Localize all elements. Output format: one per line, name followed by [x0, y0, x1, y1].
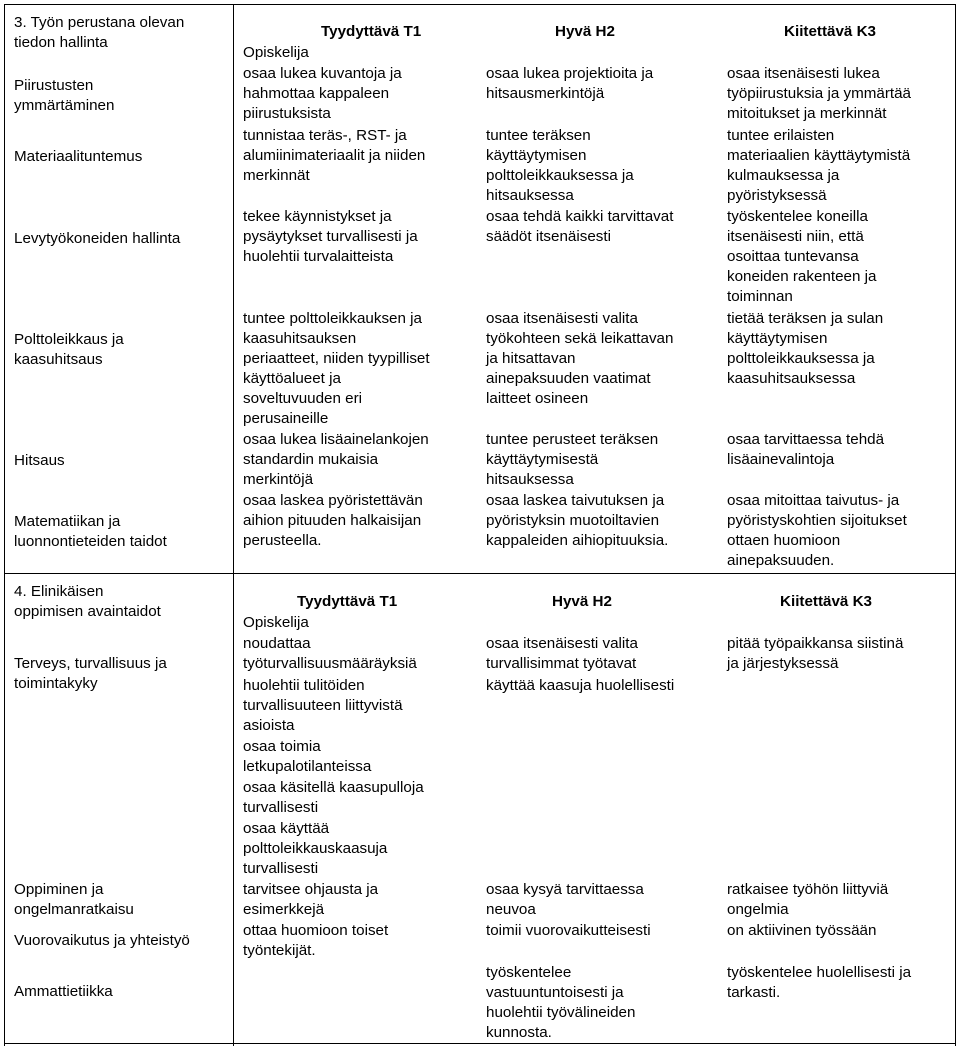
criterion-line: hitsauksessa	[486, 187, 574, 204]
criterion-line: kaasuhitsauksen	[243, 330, 357, 347]
criterion-line: ottaen huomioon	[727, 532, 841, 549]
criterion-line: osaa tehdä kaikki tarvittavat	[486, 208, 674, 225]
criterion-line: kulmauksessa ja	[727, 167, 840, 184]
criterion-line: osaa laskea pyöristettävän	[243, 492, 423, 509]
criterion-line: turvallisesti	[243, 860, 319, 877]
criterion-line: vastuuntuntoisesti ja	[486, 984, 624, 1001]
criterion-line: ja järjestyksessä	[727, 655, 839, 672]
criterion-line: hahmottaa kappaleen	[243, 85, 390, 102]
criterion-line: pyöristyskohtien sijoitukset	[727, 512, 907, 529]
table-border-left	[4, 4, 5, 1046]
criterion-line: pyöristyksessä	[727, 187, 827, 204]
criterion-line: aihion pituuden halkaisijan	[243, 512, 422, 529]
criterion-line: työturvallisuusmääräyksiä	[243, 655, 417, 672]
section-title-line: oppimisen avaintaidot	[14, 603, 161, 620]
skill-label: Matematiikan ja	[14, 513, 121, 530]
criterion-line: osaa itsenäisesti valita	[486, 310, 638, 327]
skill-label: Oppiminen ja	[14, 881, 104, 898]
criterion-line: työkohteen sekä leikattavan	[486, 330, 674, 347]
skill-label: Terveys, turvallisuus ja	[14, 655, 167, 672]
criterion-line: alumiinimateriaalit ja niiden	[243, 147, 426, 164]
criterion-line: huolehtii työvälineiden	[486, 1004, 636, 1021]
criterion-line: pitää työpaikkansa siistinä	[727, 635, 904, 652]
criterion-line: ja hitsattavan	[486, 350, 576, 367]
criterion-line: kappaleiden aihiopituuksia.	[486, 532, 669, 549]
criterion-line: polttoleikkauksessa ja	[727, 350, 875, 367]
criterion-line: käyttöalueet ja	[243, 370, 341, 387]
criterion-line: osaa laskea taivutuksen ja	[486, 492, 665, 509]
criterion-line: tietää teräksen ja sulan	[727, 310, 884, 327]
grade-header-k3: Kiitettävä K3	[784, 23, 877, 40]
section-title-line: 4. Elinikäisen	[14, 583, 104, 600]
criterion-line: materiaalien käyttäytymistä	[727, 147, 911, 164]
criterion-line: ottaa huomioon toiset	[243, 922, 389, 939]
criterion-line: turvallisimmat työtavat	[486, 655, 637, 672]
criterion-line: perusaineille	[243, 410, 329, 427]
subheader-opiskelija: Opiskelija	[243, 44, 309, 61]
criterion-line: mitoitukset ja merkinnät	[727, 105, 887, 122]
table-border-top	[4, 4, 956, 5]
criterion-line: tuntee perusteet teräksen	[486, 431, 659, 448]
criterion-line: turvallisuuteen liittyvistä	[243, 697, 403, 714]
skill-label: Levytyökoneiden hallinta	[14, 230, 181, 247]
criterion-line: työpiirustuksia ja ymmärtää	[727, 85, 912, 102]
criterion-line: tuntee teräksen	[486, 127, 591, 144]
skill-label: Ammattietiikka	[14, 983, 113, 1000]
criterion-line: osaa toimia	[243, 738, 321, 755]
criterion-line: osaa mitoittaa taivutus- ja	[727, 492, 900, 509]
criterion-line: työskentelee koneilla	[727, 208, 868, 225]
criterion-line: osaa käyttää	[243, 820, 330, 837]
grade-header-k3: Kiitettävä K3	[780, 593, 873, 610]
criterion-line: pysäytykset turvallisesti ja	[243, 228, 418, 245]
skill-label: Piirustusten	[14, 77, 94, 94]
criterion-line: tarvitsee ohjausta ja	[243, 881, 379, 898]
grade-header-t1: Tyydyttävä T1	[297, 593, 398, 610]
criterion-line: on aktiivinen työssään	[727, 922, 877, 939]
criterion-line: polttoleikkauskaasuja	[243, 840, 388, 857]
skill-label: ymmärtäminen	[14, 97, 115, 114]
criterion-line: osoittaa tuntevansa	[727, 248, 859, 265]
skill-label: kaasuhitsaus	[14, 351, 103, 368]
criterion-line: huolehtii turvalaitteista	[243, 248, 394, 265]
criterion-line: noudattaa	[243, 635, 311, 652]
skill-label: toimintakyky	[14, 675, 98, 692]
criterion-line: polttoleikkauksessa ja	[486, 167, 634, 184]
criterion-line: tunnistaa teräs-, RST- ja	[243, 127, 407, 144]
criterion-line: osaa itsenäisesti valita	[486, 635, 638, 652]
skill-label: ongelmanratkaisu	[14, 901, 134, 918]
criterion-line: ainepaksuuden vaatimat	[486, 370, 651, 387]
criterion-line: työskentelee	[486, 964, 572, 981]
criterion-line: lisäainevalintoja	[727, 451, 835, 468]
column-divider	[233, 4, 234, 1046]
section-title-line: 3. Työn perustana olevan	[14, 14, 185, 31]
criterion-line: käyttäytymisen	[727, 330, 828, 347]
criterion-line: huolehtii tulitöiden	[243, 677, 365, 694]
criterion-line: ratkaisee työhön liittyviä	[727, 881, 889, 898]
criterion-line: osaa itsenäisesti lukea	[727, 65, 880, 82]
criterion-line: osaa lukea lisäainelankojen	[243, 431, 429, 448]
criterion-line: tuntee erilaisten	[727, 127, 835, 144]
criterion-line: koneiden rakenteen ja	[727, 268, 877, 285]
section-divider	[4, 573, 956, 574]
criterion-line: osaa käsitellä kaasupulloja	[243, 779, 424, 796]
criterion-line: merkinnät	[243, 167, 310, 184]
table-border-bottom	[4, 1043, 956, 1044]
criterion-line: pyöristyksin muotoiltavien	[486, 512, 660, 529]
criterion-line: laitteet osineen	[486, 390, 589, 407]
skill-label: Materiaalituntemus	[14, 148, 143, 165]
grade-header-t1: Tyydyttävä T1	[321, 23, 422, 40]
criterion-line: toimii vuorovaikutteisesti	[486, 922, 651, 939]
criterion-line: hitsausmerkintöjä	[486, 85, 605, 102]
grade-header-h2: Hyvä H2	[555, 23, 615, 40]
section-title-line: tiedon hallinta	[14, 34, 108, 51]
skill-label: Hitsaus	[14, 452, 65, 469]
skill-label: luonnontieteiden taidot	[14, 533, 167, 550]
criterion-line: turvallisesti	[243, 799, 319, 816]
criterion-line: letkupalotilanteissa	[243, 758, 372, 775]
grade-header-h2: Hyvä H2	[552, 593, 612, 610]
criterion-line: tekee käynnistykset ja	[243, 208, 392, 225]
criterion-line: osaa kysyä tarvittaessa	[486, 881, 644, 898]
criterion-line: periaatteet, niiden tyypilliset	[243, 350, 430, 367]
criterion-line: osaa lukea kuvantoja ja	[243, 65, 402, 82]
criterion-line: piirustuksista	[243, 105, 331, 122]
criterion-line: käyttäytymisen	[486, 147, 587, 164]
criterion-line: osaa tarvittaessa tehdä	[727, 431, 885, 448]
criterion-line: toiminnan	[727, 288, 793, 305]
criterion-line: säädöt itsenäisesti	[486, 228, 611, 245]
criterion-line: ainepaksuuden.	[727, 552, 835, 569]
skill-label: Vuorovaikutus ja yhteistyö	[14, 932, 190, 949]
criterion-line: esimerkkejä	[243, 901, 325, 918]
criterion-line: standardin mukaisia	[243, 451, 379, 468]
criterion-line: asioista	[243, 717, 295, 734]
table-border-right	[955, 4, 956, 1046]
criterion-line: käyttää kaasuja huolellisesti	[486, 677, 675, 694]
skill-label: Polttoleikkaus ja	[14, 331, 124, 348]
criterion-line: ongelmia	[727, 901, 789, 918]
criterion-line: työskentelee huolellisesti ja	[727, 964, 912, 981]
criterion-line: tarkasti.	[727, 984, 781, 1001]
criterion-line: käyttäytymisestä	[486, 451, 599, 468]
criterion-line: merkintöjä	[243, 471, 314, 488]
criterion-line: soveltuvuuden eri	[243, 390, 363, 407]
criterion-line: perusteella.	[243, 532, 322, 549]
criterion-line: kaasuhitsauksessa	[727, 370, 856, 387]
criterion-line: itsenäisesti niin, että	[727, 228, 864, 245]
criterion-line: työntekijät.	[243, 942, 316, 959]
criterion-line: kunnosta.	[486, 1024, 552, 1041]
criterion-line: neuvoa	[486, 901, 536, 918]
criterion-line: hitsauksessa	[486, 471, 574, 488]
subheader-opiskelija: Opiskelija	[243, 614, 309, 631]
criterion-line: tuntee polttoleikkauksen ja	[243, 310, 422, 327]
criterion-line: osaa lukea projektioita ja	[486, 65, 654, 82]
